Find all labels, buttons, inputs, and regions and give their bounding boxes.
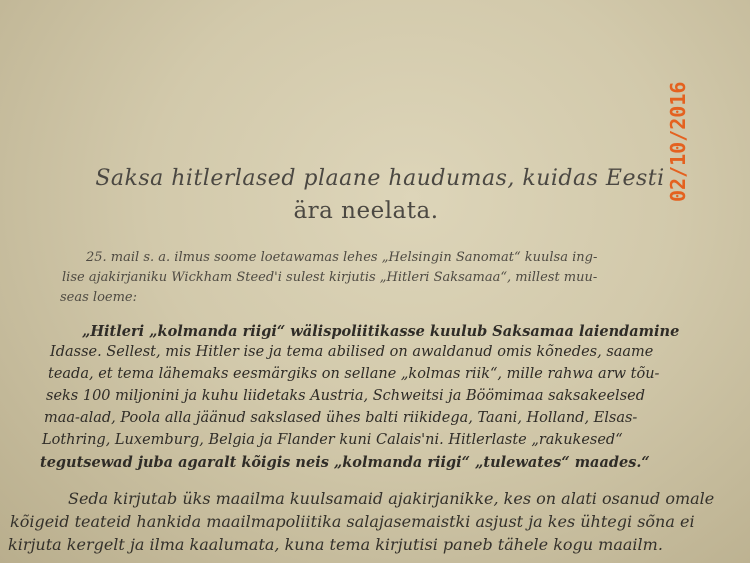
- quote-line-6: Lothring, Luxemburg, Belgia ja Flander kuni Calais'ni. Hitlerlaste „rakukesed“: [42, 432, 623, 448]
- quote-line-5: maa-alad, Poola alla jäänud sakslased ühes balti riikidega, Taani, Holland, Elsas-: [44, 410, 638, 426]
- intro-line-3: seas loeme:: [60, 290, 137, 305]
- quote-line-3: teada, et tema lähemaks eesmärgiks on sellane „kolmas riik“, mille rahwa arw tõu-: [48, 366, 660, 382]
- quote-line-7: tegutsewad juba agaralt kõigis neis „kolmanda riigi“ „tulewates“ maades.“: [40, 454, 650, 471]
- date-stamp-text: 02/10/2016: [666, 81, 690, 202]
- quote-line-1: „Hitleri „kolmanda riigi“ wälispoliitikasse kuulub Saksamaa laiendamine: [82, 323, 680, 340]
- body-line-2: kõigeid teateid hankida maailmapoliitika salajasemaistki asjust ja kes ühtegi sõna ei: [10, 512, 695, 531]
- intro-line-2: lise ajakirjaniku Wickham Steed'i sulest kirjutis „Hitleri Saksamaa“, millest muu-: [62, 270, 598, 285]
- body-line-1: Seda kirjutab üks maailma kuulsamaid ajakirjanikke, kes on alati osanud omale: [68, 489, 715, 508]
- quote-line-4: seks 100 miljonini ja kuhu liidetaks Austria, Schweitsi ja Böömimaa saksakeelsed: [46, 388, 645, 404]
- article-heading-line-2: ära neelata.: [293, 198, 439, 224]
- body-line-3: kirjuta kergelt ja ilma kaalumata, kuna tema kirjutisi paneb tähele kogu maailm.: [8, 535, 663, 554]
- quote-line-2: Idasse. Sellest, mis Hitler ise ja tema abilised on awaldanud omis kõnedes, saame: [50, 344, 654, 360]
- intro-line-1: 25. mail s. a. ilmus soome loetawamas lehes „Helsingin Sanomat“ kuulsa ing-: [86, 250, 598, 265]
- date-stamp: [657, 80, 697, 205]
- article-heading-line-1: Saksa hitlerlased plaane haudumas, kuidas Eesti: [95, 166, 665, 191]
